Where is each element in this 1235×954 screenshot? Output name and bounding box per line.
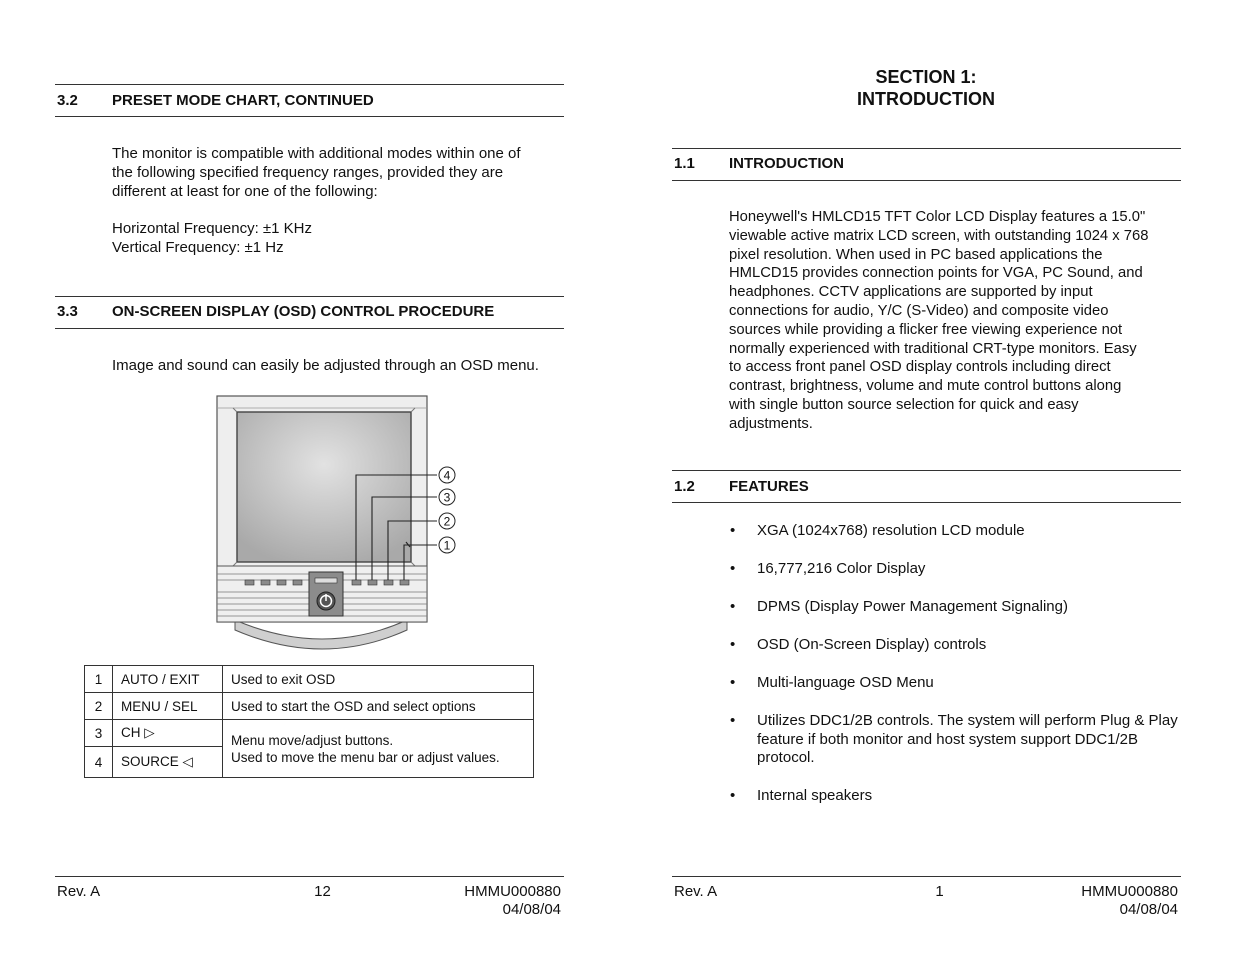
description-line: Used to move the menu bar or adjust values. xyxy=(231,749,500,765)
bullet: • xyxy=(730,598,736,615)
horizontal-frequency: Horizontal Frequency: ±1 KHz xyxy=(112,220,312,238)
body-line: pixel resolution. When used in PC based applications the xyxy=(729,246,1103,263)
button-name: AUTO / EXIT xyxy=(113,666,223,693)
table-row xyxy=(85,666,534,693)
footer-date: 04/08/04 xyxy=(1119,901,1178,918)
callout-4: 4 xyxy=(443,468,451,483)
row-number: 2 xyxy=(85,693,113,720)
feature-text: Internal speakers xyxy=(757,787,873,804)
section-3-3-body: Image and sound can easily be adjusted through an OSD menu. xyxy=(112,357,539,374)
footer-date: 04/08/04 xyxy=(502,901,561,918)
bullet: • xyxy=(730,560,736,577)
body-line: The monitor is compatible with additional modes within one of xyxy=(112,145,521,162)
feature-text: OSD (On-Screen Display) controls xyxy=(757,636,987,653)
button-name: SOURCE ◁ xyxy=(113,747,223,778)
chapter-title: INTRODUCTION xyxy=(857,89,995,109)
feature-item xyxy=(730,636,1207,655)
body-line: viewable active matrix LCD screen, with outstanding 1024 x 768 xyxy=(729,227,1149,244)
body-line: Honeywell's HMLCD15 TFT Color LCD Display features a 15.0" xyxy=(729,209,1146,225)
divider xyxy=(672,148,1181,149)
section-3-2-body xyxy=(112,145,562,258)
table-row xyxy=(85,720,534,747)
callout-1: 1 xyxy=(443,538,451,553)
footer-revision: Rev. A xyxy=(674,883,718,900)
divider xyxy=(672,180,1181,181)
divider xyxy=(672,502,1181,503)
divider xyxy=(672,470,1181,471)
body-line: adjustments. xyxy=(729,415,813,432)
feature-item xyxy=(730,712,1187,768)
section-title: PRESET MODE CHART, CONTINUED xyxy=(112,92,374,109)
feature-text: Multi-language OSD Menu xyxy=(757,674,934,691)
feature-item xyxy=(730,787,1207,806)
body-line: normally experienced with traditional CRT-type monitors. Easy xyxy=(729,340,1137,357)
osd-button-table xyxy=(84,665,534,778)
body-line: HMLCD15 provides connection points for VGA, PC Sound, and xyxy=(729,265,1143,282)
chapter-number: SECTION 1: xyxy=(875,67,977,87)
body-line: sources while providing a flicker free viewing experience not xyxy=(729,321,1123,338)
body-line: to access front panel OSD display controls including direct xyxy=(729,359,1111,376)
bullet: • xyxy=(730,712,736,729)
button-name: MENU / SEL xyxy=(113,693,223,720)
footer-page-number: 1 xyxy=(935,883,944,900)
divider xyxy=(55,84,564,85)
feature-text: DPMS (Display Power Management Signaling) xyxy=(757,598,1068,615)
footer-divider xyxy=(55,876,564,877)
section-number: 1.1 xyxy=(674,155,695,172)
description-line: Menu move/adjust buttons. xyxy=(231,732,394,748)
divider xyxy=(55,116,564,117)
bullet: • xyxy=(730,522,736,539)
feature-item xyxy=(730,522,1207,541)
divider xyxy=(55,328,564,329)
section-number: 1.2 xyxy=(674,478,695,495)
bullet: • xyxy=(730,636,736,653)
feature-text: XGA (1024x768) resolution LCD module xyxy=(757,522,1025,539)
body-line: with single button source selection for quick and easy xyxy=(729,396,1079,413)
section-title: ON-SCREEN DISPLAY (OSD) CONTROL PROCEDURE xyxy=(112,303,495,320)
section-title: FEATURES xyxy=(729,478,809,495)
button-description xyxy=(223,720,534,778)
footer-doc-number: HMMU000880 xyxy=(1081,883,1178,900)
bullet: • xyxy=(730,787,736,804)
monitor-illustration xyxy=(205,390,465,650)
chapter-heading xyxy=(673,66,1179,110)
body-line: connections for audio, Y/C (S-Video) and composite video xyxy=(729,302,1109,319)
body-line: headphones. CCTV applications are supported by input xyxy=(729,284,1093,301)
feature-item xyxy=(730,598,1207,617)
left-page xyxy=(0,0,617,954)
section-number: 3.2 xyxy=(57,92,78,109)
feature-text: Utilizes DDC1/2B controls. The system will perform Plug & Play feature if both monitor and host system support DDC1/2B protocol. xyxy=(757,712,1178,766)
button-description: Used to start the OSD and select options xyxy=(223,693,534,720)
body-line: the following specified frequency ranges, provided they are xyxy=(112,163,504,181)
body-line: different at least for one of the following: xyxy=(112,182,378,200)
section-title: INTRODUCTION xyxy=(729,155,844,172)
introduction-body xyxy=(729,208,1189,434)
section-number: 3.3 xyxy=(57,303,78,320)
feature-text: 16,777,216 Color Display xyxy=(757,560,926,577)
body-line: contrast, brightness, volume and mute control buttons along xyxy=(729,378,1122,395)
callout-2: 2 xyxy=(443,514,451,529)
feature-item xyxy=(730,560,1207,579)
row-number: 4 xyxy=(85,747,113,778)
footer-revision: Rev. A xyxy=(57,883,101,900)
bullet: • xyxy=(730,674,736,691)
row-number: 3 xyxy=(85,720,113,747)
right-page xyxy=(617,0,1235,954)
divider xyxy=(55,296,564,297)
callout-3: 3 xyxy=(443,490,451,505)
table-row xyxy=(85,693,534,720)
footer-page-number: 12 xyxy=(314,883,331,900)
button-name: CH ▷ xyxy=(113,720,223,747)
vertical-frequency: Vertical Frequency: ±1 Hz xyxy=(112,238,284,256)
row-number: 1 xyxy=(85,666,113,693)
footer-doc-number: HMMU000880 xyxy=(464,883,561,900)
footer-divider xyxy=(672,876,1181,877)
button-description: Used to exit OSD xyxy=(223,666,534,693)
feature-item xyxy=(730,674,1207,693)
